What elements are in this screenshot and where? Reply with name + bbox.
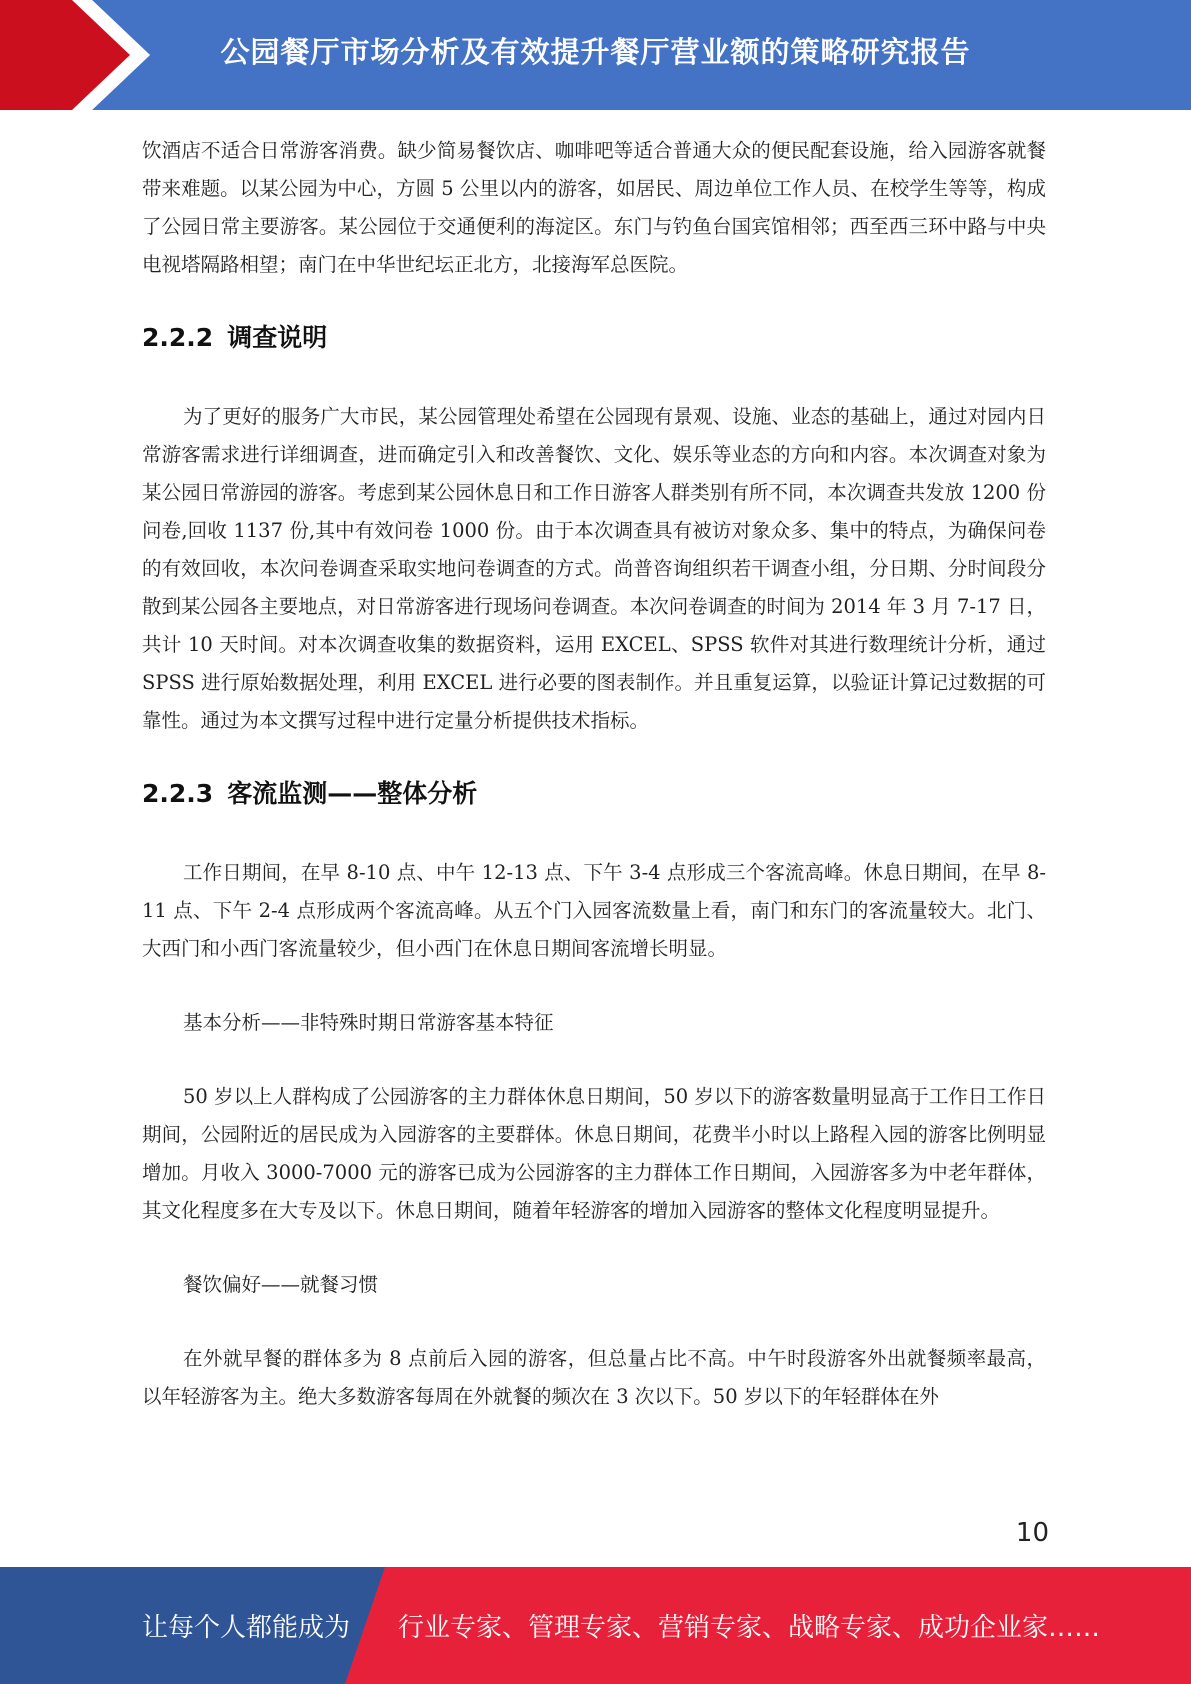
page-number: 10: [1015, 1518, 1049, 1548]
page-content: [142, 132, 1046, 1416]
dining-preference-paragraph: 在外就早餐的群体多为 8 点前后入园的游客，但总量占比不高。中午时段游客外出就餐频率最高，以年轻游客为主。绝大多数游客每周在外就餐的频次在 3 次以下。50 岁以下的年轻群体在外: [142, 1347, 1046, 1408]
section-number: 2.2.2: [142, 323, 214, 352]
intro-paragraph: 饮酒店不适合日常游客消费。缺少简易餐饮店、咖啡吧等适合普通大众的便民配套设施，给入园游客就餐带来难题。以某公园为中心，方圆 5 公里以内的游客，如居民、周边单位工作人员、在校学生等等，构成了公园日常主要游客。某公园位于交通便利的海淀区。东门与钓鱼台国宾馆相邻；西至西三环中路与中央电视塔隔路相望；南门在中华世纪坛正北方，北接海军总医院。: [142, 139, 1046, 276]
footer-slogan-left: 让每个人都能成为: [142, 1613, 351, 1643]
section-title: 客流监测——整体分析: [227, 779, 478, 808]
section-title: 调查说明: [227, 323, 328, 352]
basic-analysis-paragraph: 50 岁以上人群构成了公园游客的主力群体休息日期间，50 岁以下的游客数量明显高于工作日工作日期间，公园附近的居民成为入园游客的主要群体。休息日期间，花费半小时以上路程入园的游客比例明显增加。月收入 3000-7000 元的游客已成为公园游客的主力群体工作日期间，入园游客多为中老年群体，其文化程度多在大专及以下。休息日期间，随着年轻游客的增加入园游客的整体文化程度明显提升。: [142, 1085, 1046, 1222]
page-footer: [0, 1567, 1191, 1684]
visitor-flow-paragraph: 工作日期间，在早 8-10 点、中午 12-13 点、下午 3-4 点形成三个客流高峰。休息日期间，在早 8-11 点、下午 2-4 点形成两个客流高峰。从五个门入园客流数量上看，南门和东门的客流量较大。北门、大西门和小西门客流量较少，但小西门在休息日期间客流增长明显。: [142, 861, 1046, 960]
dining-preference-heading: 餐饮偏好——就餐习惯: [183, 1273, 379, 1296]
document-title: 公园餐厅市场分析及有效提升餐厅营业额的策略研究报告: [220, 34, 971, 69]
survey-description-paragraph: 为了更好的服务广大市民，某公园管理处希望在公园现有景观、设施、业态的基础上，通过对园内日常游客需求进行详细调查，进而确定引入和改善餐饮、文化、娱乐等业态的方向和内容。本次调查对象为某公园日常游园的游客。考虑到某公园休息日和工作日游客人群类别有所不同，本次调查共发放 1200 份问卷,回收 1137 份,其中有效问卷 1000 份。由于本次调查具有被访对象众多、集中的特点，为确保问卷的有效回收，本次问卷调查采取实地问卷调查的方式。尚普咨询组织若干调查小组，分日期、分时间段分散到某公园各主要地点，对日常游客进行现场问卷调查。本次问卷调查的时间为 2014 年 3 月 7-17 日，共计 10 天时间。对本次调查收集的数据资料，运用 EXCEL、SPSS 软件对其进行数理统计分析，通过 SPSS 进行原始数据处理，利用 EXCEL 进行必要的图表制作。并且重复运算，以验证计算记过数据的可靠性。通过为本文撰写过程中进行定量分析提供技术指标。: [142, 405, 1046, 732]
section-number: 2.2.3: [142, 779, 214, 808]
page-header: [0, 0, 1191, 110]
footer-slogan-right: 行业专家、管理专家、营销专家、战略专家、成功企业家……: [398, 1613, 1101, 1643]
section-heading-2-2-2: [142, 318, 1046, 358]
basic-analysis-heading: 基本分析——非特殊时期日常游客基本特征: [183, 1011, 554, 1034]
section-heading-2-2-3: [142, 774, 1046, 814]
